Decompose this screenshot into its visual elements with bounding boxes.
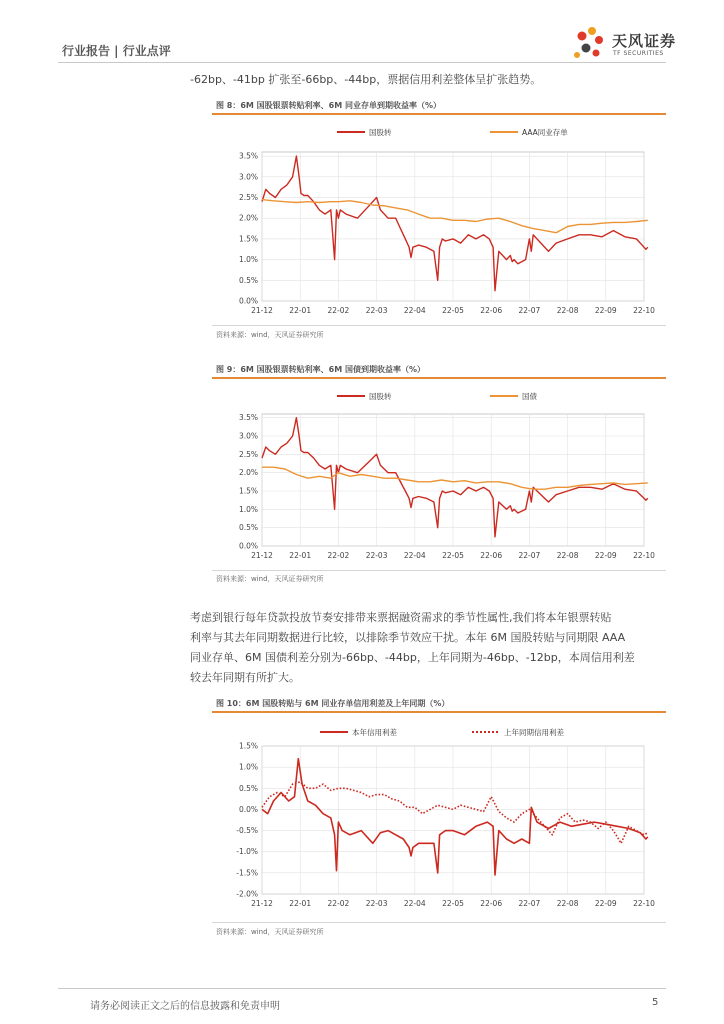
series-line (262, 467, 648, 489)
x-tick-label: 22-04 (403, 899, 426, 908)
figure-8-rule (212, 113, 666, 115)
series-line (262, 782, 648, 843)
page-number: 5 (652, 997, 659, 1008)
x-tick-label: 22-10 (633, 899, 655, 908)
x-tick-label: 22-04 (403, 306, 426, 315)
y-tick-label: 0.5% (238, 523, 258, 533)
x-tick-label: 22-06 (480, 306, 503, 315)
x-tick-label: 21-12 (251, 306, 273, 315)
series-line (262, 759, 648, 875)
figure-8-source-rule (212, 325, 666, 326)
header-divider (58, 62, 666, 63)
y-tick-label: 1.5% (238, 234, 258, 244)
body-text-top: -62bp、-41bp 扩张至-66bp、-44bp，票据信用利差整体呈扩张趋势。 (190, 73, 542, 86)
x-tick-label: 22-02 (327, 899, 350, 908)
y-tick-label: 1.5% (238, 486, 258, 496)
y-tick-label: -0.5% (236, 826, 258, 836)
x-tick-label: 22-03 (365, 551, 388, 560)
x-tick-label: 22-02 (327, 306, 350, 315)
x-tick-label: 22-08 (556, 306, 579, 315)
x-tick-label: 22-10 (633, 306, 655, 315)
x-tick-label: 22-07 (518, 551, 541, 560)
y-tick-label: 2.5% (238, 193, 258, 203)
x-tick-label: 22-02 (327, 551, 350, 560)
y-tick-label: 1.0% (238, 504, 258, 514)
y-tick-label: 0.5% (238, 275, 258, 285)
x-tick-label: 22-09 (594, 899, 617, 908)
series-line (262, 156, 648, 291)
figure-10-rule (212, 711, 666, 713)
series-line (262, 418, 648, 537)
body-paragraph-line: 同业存单、6M 国债利差分别为-66bp、-44bp，上年同期为-46bp、-12bp，本周信用利差 (190, 651, 635, 664)
y-tick-label: 1.5% (238, 741, 258, 751)
y-tick-label: 2.0% (238, 468, 258, 478)
x-tick-label: 22-08 (556, 899, 579, 908)
x-tick-label: 22-06 (480, 899, 503, 908)
legend-label: AAA同业存单 (522, 128, 568, 137)
figure-9-rule (212, 377, 666, 379)
legend-label: 上年同期信用利差 (504, 728, 564, 737)
figure-8-title: 图 8：6M 国股银票转贴利率、6M 同业存单到期收益率（%） (216, 101, 441, 110)
body-paragraph-line: 利率与其去年同期数据进行比较，以排除季节效应干扰。本年 6M 国股转贴与同期限 AAA (190, 631, 626, 644)
y-tick-label: -1.0% (236, 847, 258, 857)
y-tick-label: 3.5% (238, 151, 258, 161)
figure-9-source-rule (212, 570, 666, 571)
y-tick-label: 1.0% (238, 255, 258, 265)
x-tick-label: 22-03 (365, 306, 388, 315)
figure-9-title: 图 9：6M 国股银票转贴利率、6M 国债到期收益率（%） (216, 365, 425, 374)
logo-wordmark-en: TF SECURITIES (613, 50, 664, 57)
y-tick-label: 2.0% (238, 213, 258, 223)
x-tick-label: 22-09 (594, 551, 617, 560)
x-tick-label: 22-08 (556, 551, 579, 560)
x-tick-label: 22-05 (442, 306, 464, 315)
x-tick-label: 22-07 (518, 899, 541, 908)
figure-10-source-rule (212, 922, 666, 923)
legend-label: 国债 (522, 392, 537, 401)
legend-label: 国股转 (369, 128, 392, 137)
footer-divider (58, 988, 666, 989)
x-tick-label: 21-12 (251, 551, 273, 560)
figure-10-source: 资料来源：wind，天风证券研究所 (216, 928, 324, 936)
y-tick-label: -1.5% (236, 868, 258, 878)
body-paragraph (190, 608, 660, 688)
figure-8-source: 资料来源：wind，天风证券研究所 (216, 331, 324, 339)
x-tick-label: 22-05 (442, 551, 464, 560)
x-tick-label: 22-04 (403, 551, 426, 560)
x-tick-label: 22-10 (633, 551, 655, 560)
legend-label: 本年信用利差 (352, 728, 397, 737)
y-tick-label: 0.0% (238, 541, 258, 551)
y-tick-label: 0.0% (238, 804, 258, 814)
x-tick-label: 22-03 (365, 899, 388, 908)
x-tick-label: 22-09 (594, 306, 617, 315)
body-paragraph-line: 较去年同期有所扩大。 (190, 671, 300, 684)
footer-disclaimer: 请务必阅读正文之后的信息披露和免责申明 (90, 1001, 280, 1012)
x-tick-label: 22-05 (442, 899, 464, 908)
y-tick-label: 3.5% (238, 413, 258, 423)
y-tick-label: 0.5% (238, 783, 258, 793)
x-tick-label: 22-01 (289, 551, 312, 560)
y-tick-label: 1.0% (238, 762, 258, 772)
y-tick-label: 2.5% (238, 449, 258, 459)
figure-8-chart (212, 118, 666, 324)
y-tick-label: -2.0% (236, 889, 258, 899)
figure-10-chart (212, 718, 666, 918)
y-tick-label: 3.0% (238, 431, 258, 441)
y-tick-label: 3.0% (238, 172, 258, 182)
x-tick-label: 21-12 (251, 899, 273, 908)
x-tick-label: 22-01 (289, 306, 312, 315)
figure-9-chart (212, 382, 666, 568)
figure-9-source: 资料来源：wind，天风证券研究所 (216, 575, 324, 583)
report-category: 行业报告 | 行业点评 (62, 44, 171, 58)
series-line (262, 200, 648, 233)
legend-label: 国股转 (369, 392, 392, 401)
x-tick-label: 22-06 (480, 551, 503, 560)
body-paragraph-line: 考虑到银行每年贷款投放节奏安排带来票据融资需求的季节性属性,我们将本年银票转贴 (190, 611, 612, 624)
x-tick-label: 22-01 (289, 899, 312, 908)
x-tick-label: 22-07 (518, 306, 541, 315)
logo-wordmark-cn: 天风证券 (612, 32, 677, 50)
y-tick-label: 0.0% (238, 296, 258, 306)
figure-10-title: 图 10：6M 国股转贴与 6M 同业存单信用利差及上年同期（%） (216, 699, 450, 708)
